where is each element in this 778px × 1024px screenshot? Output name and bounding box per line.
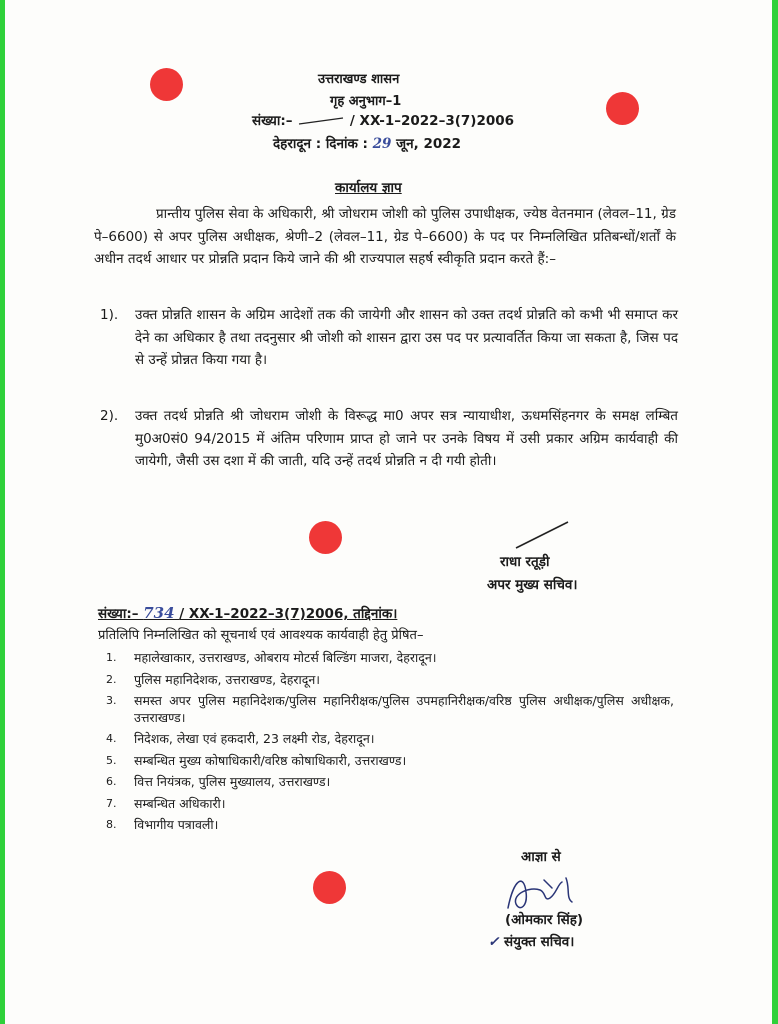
signatory-1-name: राधा रतूड़ी — [500, 554, 550, 570]
condition-text: उक्त प्रोन्नति शासन के अग्रिम आदेशों तक की जायेगी और शासन को उक्त तदर्थ प्रोन्नति को कभी भी समाप्त कर देने का अधिकार है तथा तदनुसार श्री जोशी को शासन द्वारा उस पद पर प्रत्यावर्तित किया जा सकता है, जिस पद से उन्हें प्रोन्नत किया गया है। — [135, 307, 678, 368]
right-edge-bar — [772, 0, 778, 1024]
list-text: वित्त नियंत्रक, पुलिस मुख्यालय, उत्तराखण्ड। — [134, 774, 331, 789]
list-text: विभागीय पत्रावली। — [134, 817, 219, 832]
date-rest: जून, 2022 — [396, 136, 462, 152]
handwritten-day: 29 — [372, 136, 392, 152]
copy-reference-line — [98, 605, 397, 622]
place-date-line — [273, 136, 461, 152]
handwritten-dispatch-number: 734 — [143, 604, 175, 622]
office-memo-title: कार्यालय ज्ञाप — [335, 180, 402, 196]
list-text: सम्बन्धित मुख्य कोषाधिकारी/वरिष्ठ कोषाधिकारी, उत्तराखण्ड। — [134, 752, 407, 768]
department-name: गृह अनुभाग–1 — [330, 94, 402, 109]
list-item — [106, 650, 674, 667]
list-number: 3. — [106, 694, 117, 707]
list-text: महालेखाकार, उत्तराखण्ड, ओबराय मोटर्स बिल्डिंग माजरा, देहरादून। — [134, 650, 437, 665]
handwritten-signature — [500, 868, 584, 918]
list-item — [106, 774, 674, 791]
reference-line — [252, 113, 514, 129]
signatory-2-designation-line — [488, 934, 574, 950]
recipients-list — [106, 650, 674, 834]
list-text: समस्त अपर पुलिस महानिदेशक/पुलिस महानिरीक्षक/पुलिस उपमहानिरीक्षक/वरिष्ठ पुलिस अधीक्षक/पुलिस अधीक्षक, उत्तराखण्ड। — [134, 693, 674, 725]
list-number: 6. — [106, 775, 117, 788]
list-number: 1. — [106, 651, 117, 664]
list-item — [106, 796, 674, 813]
list-text: पुलिस महानिदेशक, उत्तराखण्ड, देहरादून। — [134, 671, 321, 687]
list-text: निदेशक, लेखा एवं हकदारी, 23 लक्ष्मी रोड, देहरादून। — [134, 731, 375, 746]
list-item — [106, 672, 674, 689]
signatory-1-designation: अपर मुख्य सचिव। — [487, 577, 578, 593]
list-number: 8. — [106, 818, 117, 831]
copy-intro: प्रतिलिपि निम्नलिखित को सूचनार्थ एवं आवश्यक कार्यवाही हेतु प्रेषित– — [98, 628, 424, 643]
handwritten-mark: ✓ — [488, 934, 500, 950]
redaction-dot — [313, 871, 346, 904]
reference-label: संख्या:– — [252, 113, 293, 129]
list-item — [106, 753, 674, 770]
list-item — [106, 731, 674, 748]
condition-number: 2). — [100, 408, 119, 424]
redaction-dot — [309, 521, 342, 554]
reference-number: / XX-1–2022–3(7)2006 — [349, 113, 515, 129]
signatory-2-name: (ओमकार सिंह) — [505, 912, 584, 928]
signature-stroke — [512, 518, 572, 552]
copy-reference-rest: / XX-1–2022–3(7)2006, तद्दिनांक। — [179, 606, 398, 622]
list-item — [106, 817, 674, 834]
condition-number: 1). — [100, 307, 119, 323]
list-number: 7. — [106, 796, 117, 810]
place-date-label: देहरादून : दिनांक : — [273, 136, 368, 152]
blank-line — [297, 116, 345, 126]
redaction-dot — [606, 92, 639, 125]
signatory-2-designation: संयुक्त सचिव। — [504, 934, 575, 950]
condition-text: उक्त तदर्थ प्रोन्नति श्री जोधराम जोशी के विरूद्ध मा0 अपर सत्र न्यायाधीश, ऊधमसिंहनगर के समक्ष लम्बित मु0अ0सं0 94/2015 में अंतिम परिणाम प्राप्त हो जाने पर उनके विषय में उसी प्रकार अग्रिम कार्यवाही की जायेगी, जैसी उस दशा में की जाती, यदि उन्हें तदर्थ प्रोन्नति न दी गयी होती। — [135, 408, 678, 469]
by-order-label: आज्ञा से — [521, 849, 561, 865]
copy-reference-label: संख्या:– — [98, 606, 139, 622]
list-number: 5. — [106, 753, 117, 767]
list-number: 4. — [106, 732, 117, 745]
left-edge-bar — [0, 0, 5, 1024]
list-number: 2. — [106, 672, 117, 686]
list-item — [106, 693, 674, 726]
list-text: सम्बन्धित अधिकारी। — [134, 795, 226, 811]
intro-paragraph: प्रान्तीय पुलिस सेवा के अधिकारी, श्री जोधराम जोशी को पुलिस उपाधीक्षक, ज्येष्ठ वेतनमान (लेवल–11, ग्रेड पे–6600) से अपर पुलिस अधीक्षक, श्रेणी–2 (लेवल–11, ग्रेड पे–6600) के पद पर निम्नलिखित प्रतिबन्धों/शर्तों के अधीन तदर्थ आधार पर प्रोन्नति प्रदान किये जाने की श्री राज्यपाल सहर्ष स्वीकृति प्रदान करते हैं:– — [94, 206, 676, 267]
redaction-dot — [150, 68, 183, 101]
government-name: उत्तराखण्ड शासन — [318, 72, 400, 87]
